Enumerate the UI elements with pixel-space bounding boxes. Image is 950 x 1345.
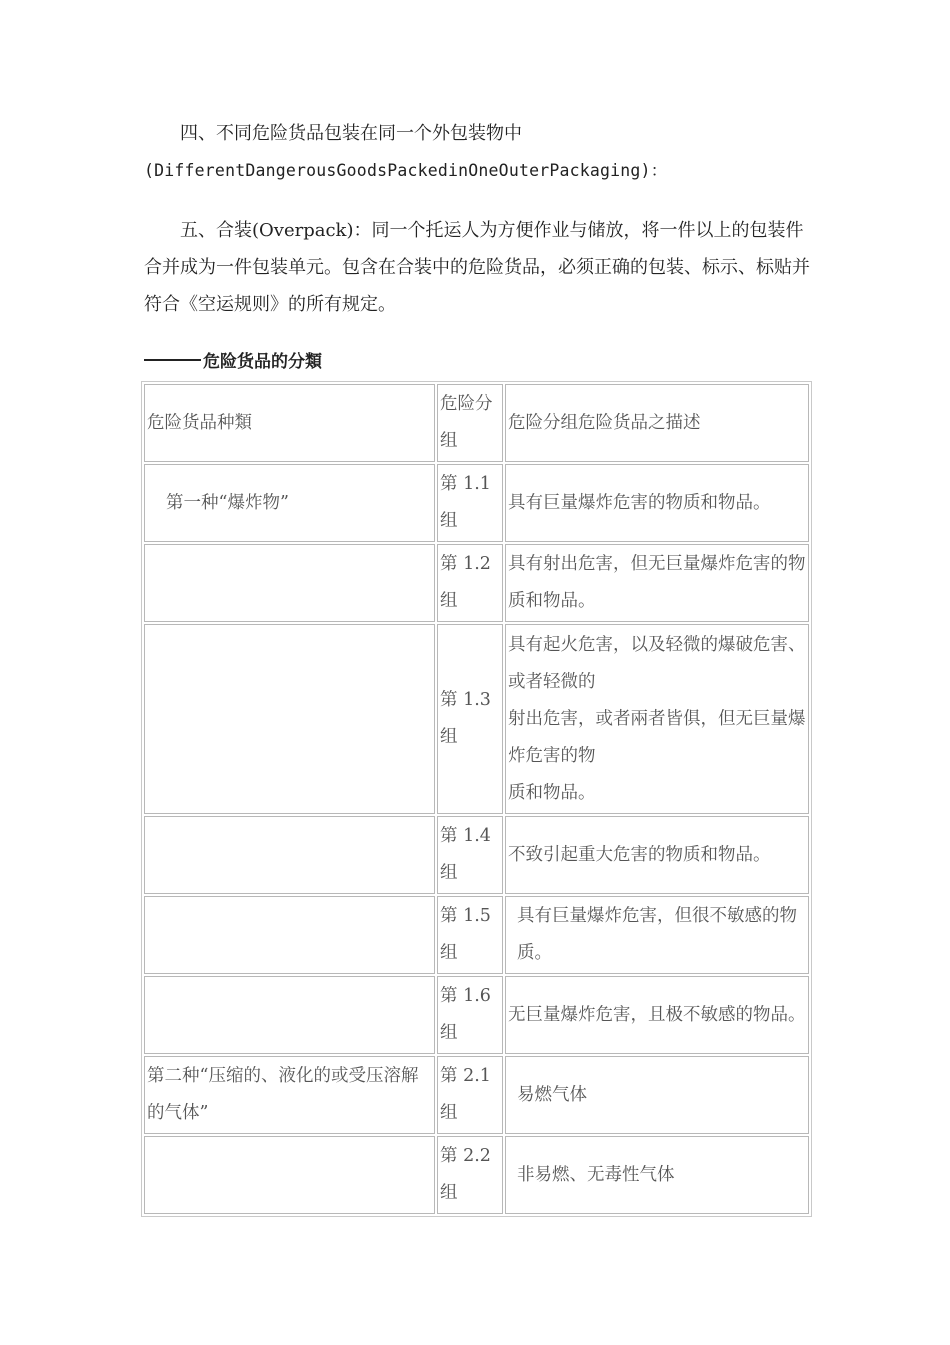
table-row <box>144 624 809 814</box>
row-division: 第 1.1 组 <box>437 464 503 542</box>
row-description <box>505 624 809 814</box>
row-division: 第 1.2 组 <box>437 544 503 622</box>
description-line: 质和物品。 <box>508 782 596 803</box>
table-row <box>144 896 809 974</box>
row-division: 第 1.4 组 <box>437 816 503 894</box>
header-description: 危险分组危险货品之描述 <box>505 384 809 462</box>
row-category <box>144 544 435 622</box>
header-category: 危险货品种類 <box>144 384 435 462</box>
description-text: 易燃气体 <box>517 1084 587 1105</box>
row-description: 具有巨量爆炸危害的物质和物品。 <box>505 464 809 542</box>
row-description: 具有射出危害，但无巨量爆炸危害的物质和物品。 <box>505 544 809 622</box>
row-category <box>144 624 435 814</box>
description-text: 非易燃、无毒性气体 <box>517 1164 675 1185</box>
dangerous-goods-classification-table <box>141 381 812 1217</box>
row-division: 第 2.1 组 <box>437 1056 503 1134</box>
table-row <box>144 816 809 894</box>
description-line: 射出危害，或者兩者皆俱，但无巨量爆炸危害的物 <box>508 708 806 766</box>
header-division: 危险分组 <box>437 384 503 462</box>
section-title <box>144 347 322 377</box>
row-category <box>144 816 435 894</box>
section-title-text: 危险货品的分類 <box>203 352 322 372</box>
table-row <box>144 464 809 542</box>
description-text: 具有巨量爆炸危害，但很不敏感的物质。 <box>517 906 797 963</box>
row-division: 第 1.3 组 <box>437 624 503 814</box>
row-division: 第 2.2 组 <box>437 1136 503 1214</box>
row-description: 无巨量爆炸危害，且极不敏感的物品。 <box>505 976 809 1054</box>
row-description <box>505 1136 809 1214</box>
table-header-row <box>144 384 809 462</box>
row-division: 第 1.5 组 <box>437 896 503 974</box>
row-category: 第二种“压缩的、液化的或受压溶解的气体” <box>144 1056 435 1134</box>
paragraph-item-4 <box>144 115 810 189</box>
row-description: 不致引起重大危害的物质和物品。 <box>505 816 809 894</box>
table-row <box>144 1136 809 1214</box>
row-category <box>144 976 435 1054</box>
row-description <box>505 1056 809 1134</box>
description-line: 具有起火危害，以及轻微的爆破危害、或者轻微的 <box>508 634 806 692</box>
item-4-english: (DifferentDangerousGoodsPackedinOneOuterPackaging)： <box>144 161 668 180</box>
row-category <box>144 1136 435 1214</box>
table-row <box>144 1056 809 1134</box>
title-dash-decoration <box>144 359 201 361</box>
item-4-heading: 四、不同危险货品包装在同一个外包装物中 <box>180 123 522 144</box>
row-category: 第一种“爆炸物” <box>144 464 435 542</box>
table-row <box>144 544 809 622</box>
table-row <box>144 976 809 1054</box>
row-category <box>144 896 435 974</box>
paragraph-item-5: 五、合装(Overpack)：同一个托运人为方便作业与储放，将一件以上的包装件合并成为一件包装单元。包含在合装中的危险货品，必须正确的包装、标示、标贴并符合《空运规则》的所有规定。 <box>144 220 810 315</box>
row-description <box>505 896 809 974</box>
row-division: 第 1.6 组 <box>437 976 503 1054</box>
